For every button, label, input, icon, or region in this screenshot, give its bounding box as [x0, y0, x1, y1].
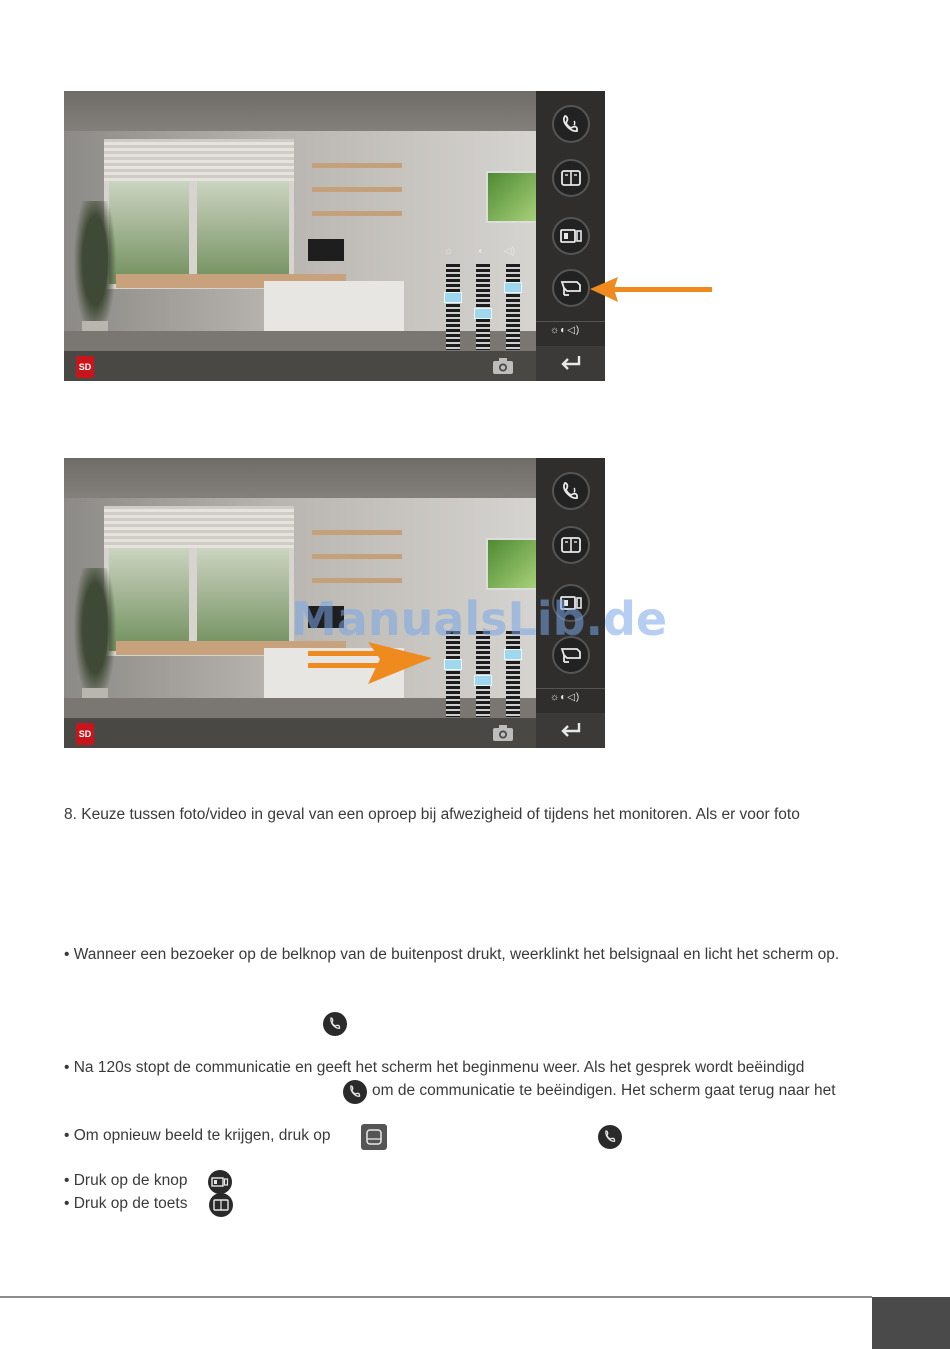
video-toggle-icon [559, 224, 583, 248]
video-toggle-icon [208, 1170, 232, 1194]
paragraph-image-again: • Om opnieuw beeld te krijgen, druk op [64, 1127, 331, 1144]
orange-arrow-left-icon [590, 276, 714, 304]
volume-slider[interactable] [506, 264, 520, 350]
paragraph-press-knop: • Druk op de knop [64, 1172, 188, 1189]
slider-knob[interactable] [504, 649, 522, 660]
panel-divider [536, 321, 605, 322]
room-blind [104, 506, 294, 548]
slider-icons [442, 246, 524, 260]
slider-knob[interactable] [444, 659, 462, 670]
volume-icon: ◁) [504, 246, 516, 257]
snapshot-icon[interactable] [492, 724, 514, 742]
room-shelf [312, 187, 402, 192]
screen-bottom-bar [64, 718, 536, 748]
talk-icon [559, 112, 583, 136]
return-icon [559, 354, 583, 374]
slider-knob[interactable] [444, 292, 462, 303]
intercom-icon [559, 166, 583, 190]
footer-divider [0, 1296, 872, 1298]
orange-arrow-right-icon [308, 640, 434, 686]
talk-icon [559, 479, 583, 503]
room-shelf [312, 211, 402, 216]
room-blind [104, 139, 294, 181]
paragraph-press-toets: • Druk op de toets [64, 1195, 188, 1212]
talk-icon [598, 1125, 622, 1149]
room-shelf [312, 554, 402, 559]
sd-card-icon: SD [76, 723, 94, 745]
return-button[interactable] [536, 713, 605, 748]
adjustment-sliders [442, 246, 524, 351]
talk-button[interactable] [552, 105, 590, 143]
panel-divider [536, 688, 605, 689]
return-icon [559, 721, 583, 741]
slider-knob[interactable] [474, 308, 492, 319]
footer-page-tab [872, 1297, 950, 1349]
paragraph-visitor: • Wanneer een bezoeker op de belknop van de buitenpost drukt, weerklinkt het belsignaal en licht het scherm op. [64, 946, 840, 963]
return-button[interactable] [536, 346, 605, 381]
paragraph-timeout-1: • Na 120s stopt de communicatie en geeft het scherm het beginmenu weer. Als het gesprek wordt beëindigd [64, 1059, 805, 1076]
talk-button[interactable] [552, 472, 590, 510]
slider-knob[interactable] [474, 675, 492, 686]
room-artwork [486, 538, 540, 590]
talk-icon [323, 1012, 347, 1036]
paragraph-timeout-2: om de communicatie te beëindigen. Het scherm gaat terug naar het [372, 1082, 836, 1099]
intercom-icon [209, 1193, 233, 1217]
settings-shortcut[interactable]: ☼◐◁) [550, 325, 581, 336]
monitor-button-icon [361, 1124, 387, 1150]
watermark: ManualsLib.de [291, 592, 668, 646]
camera-monitor-button[interactable] [552, 269, 590, 307]
intercom-icon [559, 533, 583, 557]
intercom-button[interactable] [552, 526, 590, 564]
brightness-icon: ☼ [444, 246, 454, 257]
room-shelf [312, 163, 402, 168]
contrast-icon: ◐ [478, 246, 485, 257]
settings-shortcut[interactable]: ☼◐◁) [550, 692, 581, 703]
camera-monitor-icon [559, 643, 583, 667]
room-shelf [312, 578, 402, 583]
sd-card-icon: SD [76, 356, 94, 378]
room-tv [308, 239, 344, 261]
side-control-panel [536, 91, 605, 381]
contrast-slider[interactable] [476, 264, 490, 350]
slider-knob[interactable] [504, 282, 522, 293]
paragraph-step-8: 8. Keuze tussen foto/video in geval van een oproep bij afwezigheid of tijdens het monitoren. Als er voor foto [64, 806, 800, 823]
video-toggle-button[interactable] [552, 217, 590, 255]
room-artwork [486, 171, 540, 223]
monitor-screen-1 [64, 91, 605, 381]
camera-monitor-icon [559, 276, 583, 300]
screen-bottom-bar [64, 351, 536, 381]
room-shelf [312, 530, 402, 535]
brightness-slider[interactable] [446, 264, 460, 350]
intercom-button[interactable] [552, 159, 590, 197]
talk-icon [343, 1080, 367, 1104]
snapshot-icon[interactable] [492, 357, 514, 375]
